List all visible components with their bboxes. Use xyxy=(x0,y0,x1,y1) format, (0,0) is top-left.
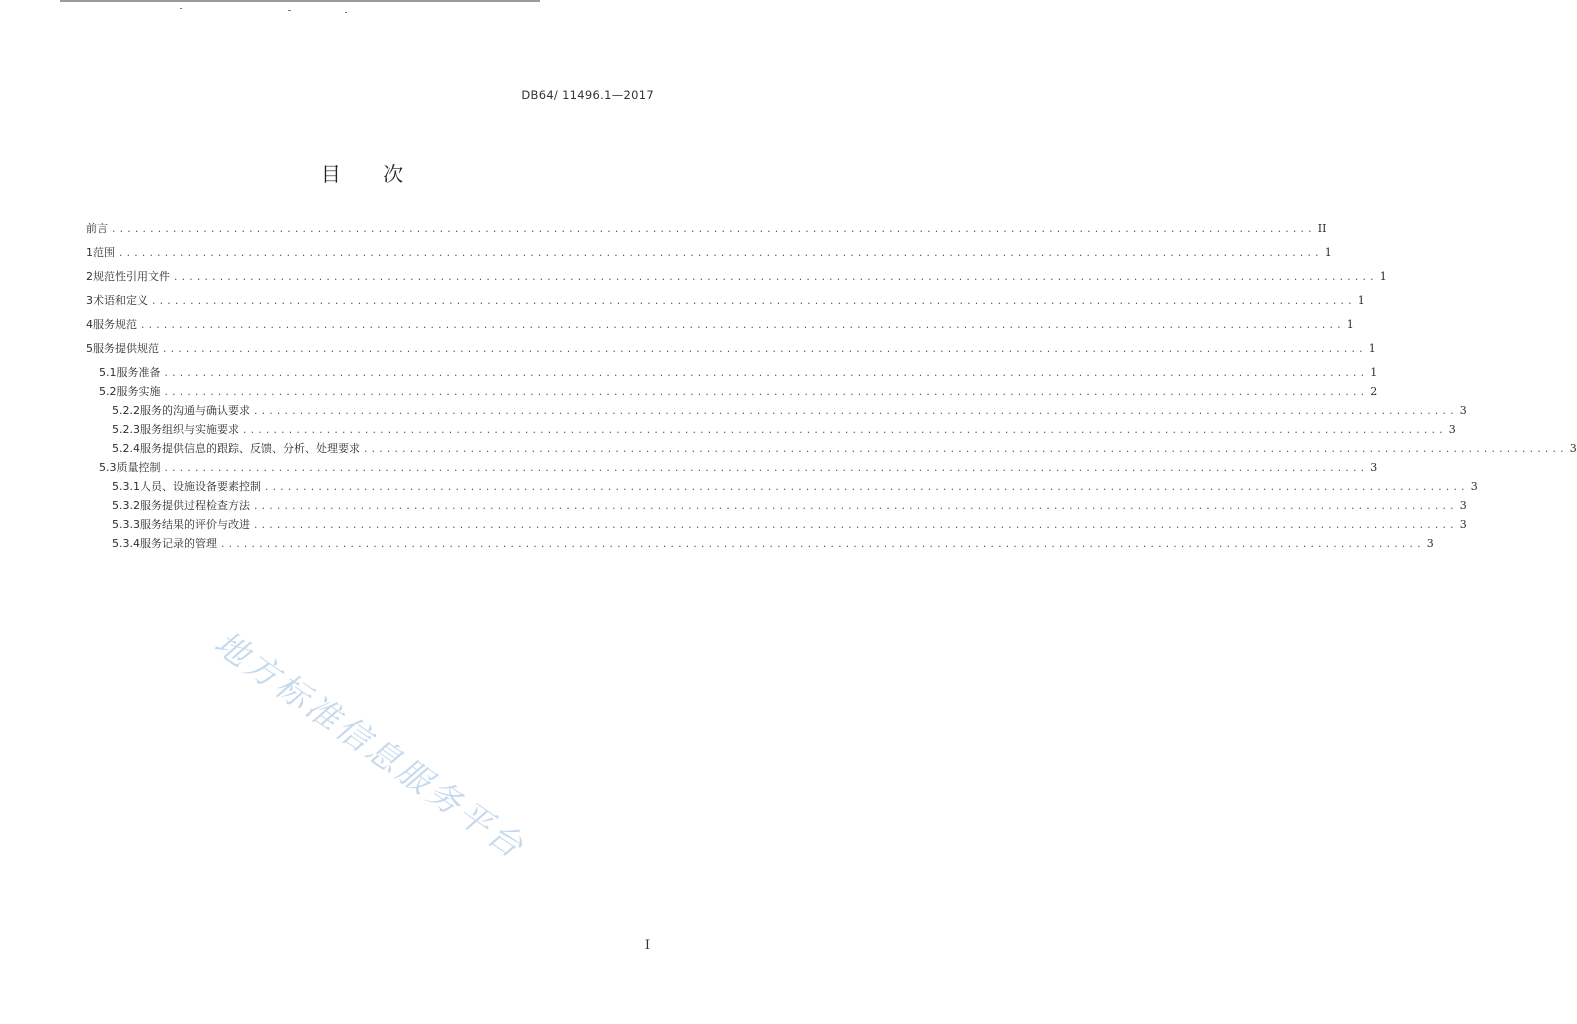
toc-leader-dots: .............................................................................................................................................................. xyxy=(163,369,1368,379)
toc-leader-dots: .............................................................................................................................................................. xyxy=(111,225,1315,235)
toc-entry-page: 1 xyxy=(1346,318,1354,331)
toc-entry-5[interactable] xyxy=(86,340,1376,358)
toc-leader-dots: .............................................................................................................................................................. xyxy=(140,321,1344,331)
scan-mark xyxy=(180,8,182,9)
scan-mark xyxy=(345,12,347,13)
toc-entry-label: 范围 xyxy=(93,246,115,259)
toc-entry-5-1[interactable] xyxy=(99,364,1378,382)
toc-entry-number: 5.3.3 xyxy=(112,518,140,531)
toc-leader-dots: .............................................................................................................................................................. xyxy=(253,502,1457,512)
toc-entry-label: 服务提供过程检查方法 xyxy=(140,499,250,512)
toc-entry-page: 3 xyxy=(1448,423,1456,436)
toc-entry-number: 5.3.2 xyxy=(112,499,140,512)
toc-entry-label: 服务组织与实施要求 xyxy=(140,423,239,436)
toc-entry-page: 3 xyxy=(1470,480,1478,493)
toc-entry-5-2-4[interactable] xyxy=(112,440,1577,458)
watermark-text: 地方标准信息服务平台 xyxy=(207,622,534,868)
toc-entry-5-3-1[interactable] xyxy=(112,478,1478,496)
toc-entry-5-2[interactable] xyxy=(99,383,1378,401)
toc-entry-page: 1 xyxy=(1368,342,1376,355)
toc-entry-page: 1 xyxy=(1324,246,1332,259)
toc-entry-number: 1 xyxy=(86,246,93,259)
toc-entry-label: 服务的沟通与确认要求 xyxy=(140,404,250,417)
toc-leader-dots: .............................................................................................................................................................. xyxy=(220,540,1424,550)
toc-entry-number: 5.3 xyxy=(99,461,117,474)
toc-entry-label: 前言 xyxy=(86,222,108,235)
toc-entry-label: 规范性引用文件 xyxy=(93,270,170,283)
toc-entry-page: 3 xyxy=(1459,499,1467,512)
toc-entry-page: 2 xyxy=(1370,385,1378,398)
toc-entry-3[interactable] xyxy=(86,292,1365,310)
toc-entry-page: 3 xyxy=(1459,518,1467,531)
toc-entry-page: 1 xyxy=(1357,294,1365,307)
toc-entry-1[interactable] xyxy=(86,244,1332,262)
toc-entry-number: 2 xyxy=(86,270,93,283)
toc-entry-label: 服务记录的管理 xyxy=(140,537,217,550)
toc-leader-dots: .............................................................................................................................................................. xyxy=(173,273,1377,283)
toc-entry-page: 3 xyxy=(1426,537,1434,550)
toc-entry-number: 4 xyxy=(86,318,93,331)
toc-entry-preface[interactable] xyxy=(86,220,1327,238)
scan-mark xyxy=(288,10,291,11)
toc-entry-number: 5.1 xyxy=(99,366,117,379)
toc-entry-2[interactable] xyxy=(86,268,1387,286)
toc-entry-5-3-3[interactable] xyxy=(112,516,1467,534)
toc-entry-label: 服务规范 xyxy=(93,318,137,331)
toc-entry-label: 服务实施 xyxy=(116,385,161,398)
toc-entry-5-3-4[interactable] xyxy=(112,535,1434,553)
toc-leader-dots: .............................................................................................................................................................. xyxy=(253,521,1457,531)
toc-entry-5-3-2[interactable] xyxy=(112,497,1467,515)
toc-entry-number: 5 xyxy=(86,342,93,355)
toc-entry-label: 服务准备 xyxy=(116,366,161,379)
header-rule xyxy=(60,0,540,2)
standard-code: DB64/ 11496.1—2017 xyxy=(521,88,654,102)
toc-entry-number: 5.3.4 xyxy=(112,537,140,550)
toc-entry-5-2-3[interactable] xyxy=(112,421,1456,439)
toc-entry-page: 1 xyxy=(1370,366,1378,379)
toc-entry-label: 质量控制 xyxy=(116,461,161,474)
toc-entry-label: 服务提供信息的跟踪、反馈、分析、处理要求 xyxy=(140,442,360,455)
page-number: I xyxy=(644,938,650,953)
toc-leader-dots: .............................................................................................................................................................. xyxy=(242,426,1446,436)
toc-leader-dots: .............................................................................................................................................................. xyxy=(118,249,1322,259)
toc-leader-dots: .............................................................................................................................................................. xyxy=(264,483,1468,493)
toc-entry-label: 术语和定义 xyxy=(93,294,148,307)
toc-leader-dots: .............................................................................................................................................................. xyxy=(253,407,1457,417)
toc-entry-5-3[interactable] xyxy=(99,459,1378,477)
toc-entry-label: 服务提供规范 xyxy=(93,342,159,355)
toc-entry-page: 3 xyxy=(1459,404,1467,417)
toc-entry-page: 3 xyxy=(1569,442,1577,455)
toc-entry-label: 人员、设施设备要素控制 xyxy=(140,480,261,493)
toc-entry-5-2-2[interactable] xyxy=(112,402,1467,420)
toc-leader-dots: .............................................................................................................................................................. xyxy=(363,445,1567,455)
toc-entry-number: 3 xyxy=(86,294,93,307)
toc-entry-label: 服务结果的评价与改进 xyxy=(140,518,250,531)
toc-leader-dots: .............................................................................................................................................................. xyxy=(151,297,1355,307)
toc-entry-4[interactable] xyxy=(86,316,1354,334)
toc-entry-number: 5.2 xyxy=(99,385,117,398)
toc-entry-number: 5.2.3 xyxy=(112,423,140,436)
toc-leader-dots: .............................................................................................................................................................. xyxy=(163,388,1368,398)
toc-entry-page: 1 xyxy=(1379,270,1387,283)
toc-leader-dots: .............................................................................................................................................................. xyxy=(162,345,1366,355)
toc-leader-dots: .............................................................................................................................................................. xyxy=(163,464,1368,474)
toc-entry-page: 3 xyxy=(1370,461,1378,474)
page-title: 目 次 xyxy=(320,162,422,186)
toc-entry-page: II xyxy=(1317,222,1327,235)
toc-entry-number: 5.2.2 xyxy=(112,404,140,417)
toc-entry-number: 5.3.1 xyxy=(112,480,140,493)
toc-entry-number: 5.2.4 xyxy=(112,442,140,455)
